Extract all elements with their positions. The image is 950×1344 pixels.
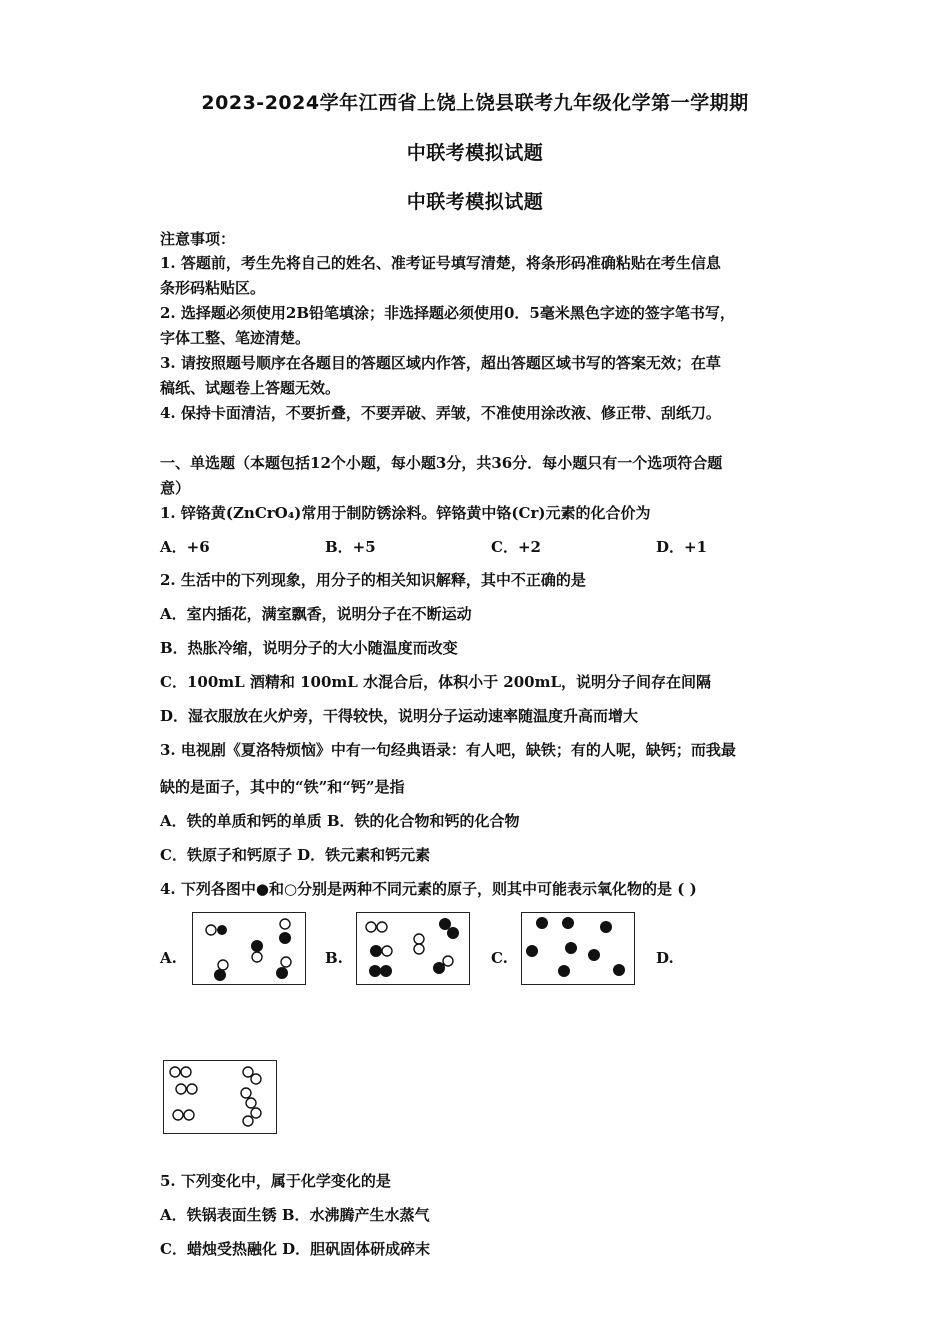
q3-stem-cont: 缺的是面子，其中的“铁”和“钙”是指: [160, 778, 405, 796]
q4-diagram-b: [356, 912, 470, 985]
q4-label-d[interactable]: D.: [656, 949, 674, 967]
q4-diagram-d: [163, 1060, 277, 1134]
q3-options-ab[interactable]: A．铁的单质和钙的单质 B．铁的化合物和钙的化合物: [160, 812, 520, 830]
q1-option-c[interactable]: C．+2: [491, 538, 541, 556]
q4-diagram-c: [521, 912, 635, 985]
q2-option-b[interactable]: B．热胀冷缩，说明分子的大小随温度而改变: [160, 639, 458, 657]
notice-line: 3. 请按照题号顺序在各题目的答题区域内作答，超出答题区域书写的答案无效；在草: [160, 354, 721, 372]
q5-stem: 5. 下列变化中，属于化学变化的是: [160, 1172, 391, 1190]
page-title-line3: 中联考模拟试题: [406, 191, 544, 213]
q4-label-b[interactable]: B.: [325, 949, 343, 967]
notice-line: 4. 保持卡面清洁，不要折叠，不要弄破、弄皱，不准使用涂改液、修正带、刮纸刀。: [160, 404, 721, 422]
page-title-line2: 中联考模拟试题: [406, 142, 544, 164]
q4-label-c[interactable]: C.: [491, 949, 508, 967]
notice-line: 字体工整、笔迹清楚。: [160, 329, 311, 347]
notice-line: 条形码粘贴区。: [160, 279, 266, 297]
q5-options-ab[interactable]: A．铁锅表面生锈 B．水沸腾产生水蒸气: [160, 1206, 430, 1224]
q1-option-d[interactable]: D．+1: [656, 538, 708, 556]
notice-line: 1. 答题前，考生先将自己的姓名、准考证号填写清楚，将条形码准确粘贴在考生信息: [160, 254, 721, 272]
q4-stem: 4. 下列各图中●和○分别是两种不同元素的原子，则其中可能表示氧化物的是 ( ): [160, 880, 697, 898]
q2-option-a[interactable]: A．室内插花，满室飘香，说明分子在不断运动: [160, 605, 472, 623]
section-heading: 一、单选题（本题包括12个小题，每小题3分，共36分．每小题只有一个选项符合题: [160, 454, 723, 472]
q2-stem: 2. 生活中的下列现象，用分子的相关知识解释，其中不正确的是: [160, 571, 586, 589]
section-heading-cont: 意）: [160, 479, 191, 497]
page-title-line1: 2023-2024学年江西省上饶上饶县联考九年级化学第一学期期: [201, 92, 749, 114]
q3-stem: 3. 电视剧《夏洛特烦恼》中有一句经典语录：有人吧，缺铁；有的人呢，缺钙；而我最: [160, 741, 736, 759]
q4-label-a[interactable]: A.: [160, 949, 177, 967]
q2-option-c[interactable]: C．100mL 酒精和 100mL 水混合后，体积小于 200mL，说明分子间存在间隔: [160, 673, 712, 691]
q4-diagram-a: [192, 912, 306, 985]
q1-option-a[interactable]: A．+6: [160, 538, 210, 556]
molecule-diagram-b: [357, 913, 469, 984]
molecule-diagram-d: [164, 1061, 276, 1133]
molecule-diagram-a: [193, 913, 305, 984]
q1-option-b[interactable]: B．+5: [325, 538, 376, 556]
notice-line: 2. 选择题必须使用2B铅笔填涂；非选择题必须使用0．5毫米黑色字迹的签字笔书写，: [160, 304, 735, 322]
notice-line: 稿纸、试题卷上答题无效。: [160, 379, 341, 397]
q5-options-cd[interactable]: C．蜡烛受热融化 D．胆矾固体研成碎末: [160, 1240, 431, 1258]
q3-options-cd[interactable]: C．铁原子和钙原子 D．铁元素和钙元素: [160, 846, 431, 864]
q2-option-d[interactable]: D．湿衣服放在火炉旁，干得较快，说明分子运动速率随温度升高而增大: [160, 707, 639, 725]
q1-stem: 1. 锌铬黄(ZnCrO₄)常用于制防锈涂料。锌铬黄中铬(Cr)元素的化合价为: [160, 504, 651, 522]
notice-header: 注意事项：: [160, 230, 236, 248]
molecule-diagram-c: [522, 913, 634, 984]
